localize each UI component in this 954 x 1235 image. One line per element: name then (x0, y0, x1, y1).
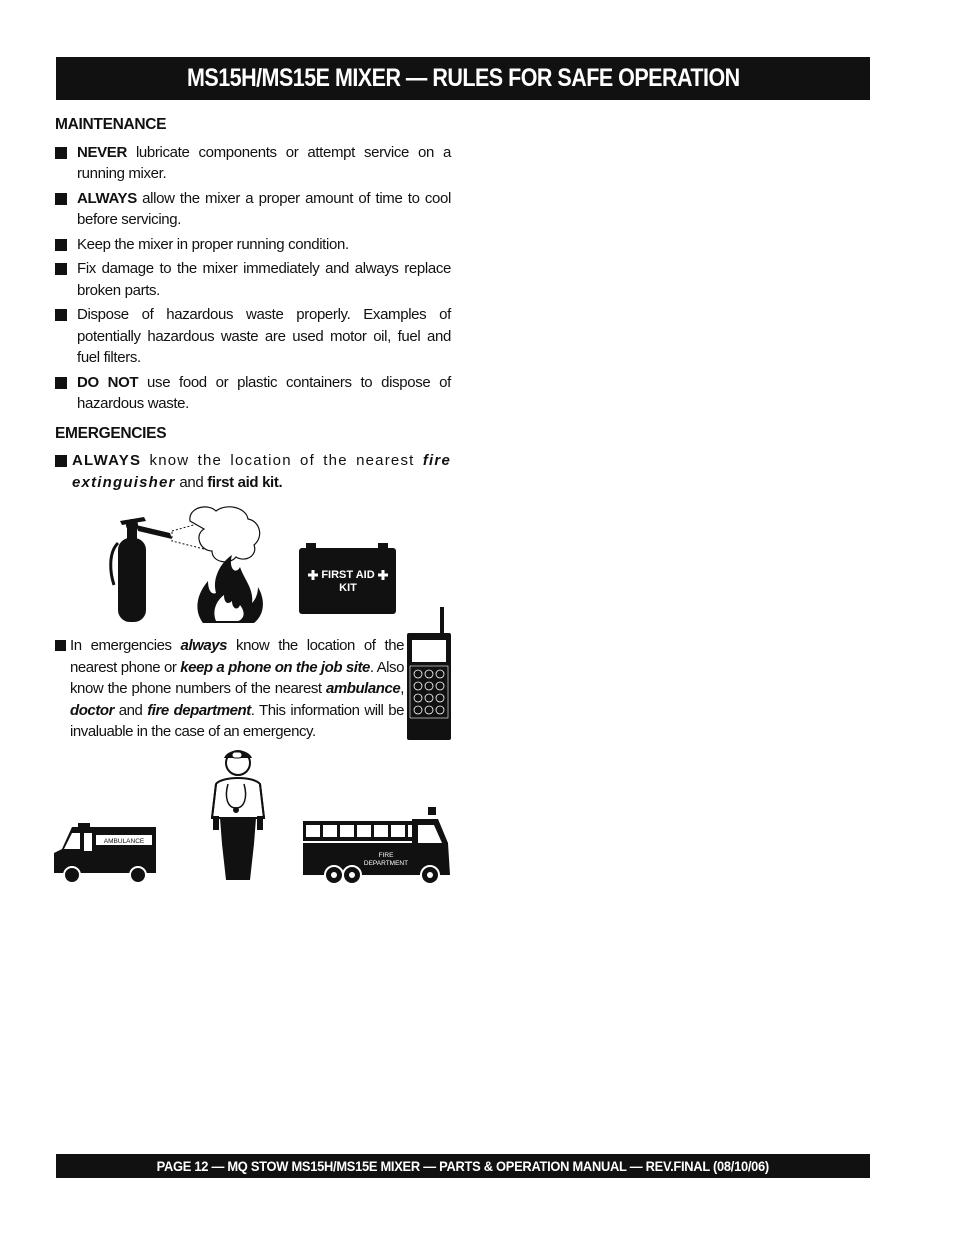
list-item: NEVER lubricate components or attempt service on a running mixer. (55, 142, 451, 185)
list-item: Dispose of hazardous waste properly. Examples of potentially hazardous waste are used motor oil, fuel and fuel filters. (55, 304, 451, 369)
maintenance-list (55, 142, 451, 415)
bullet-square-icon (55, 193, 67, 205)
bullet-square-icon (55, 455, 67, 467)
list-item: ALWAYS know the location of the nearest fire extinguisher and first aid kit. (55, 450, 451, 493)
fire-truck-icon (302, 807, 452, 887)
emergencies-heading: EMERGENCIES (55, 424, 167, 442)
list-item: Keep the mixer in proper running condition. (55, 234, 451, 256)
list-item: ALWAYS allow the mixer a proper amount of time to cool before servicing. (55, 188, 451, 231)
bullet-square-icon (55, 309, 67, 321)
ambulance-label: AMBULANCE (103, 838, 145, 845)
first-aid-label-2: KIT (339, 582, 357, 594)
main-content (55, 114, 451, 496)
bullet-square-icon (55, 640, 66, 651)
bullet-square-icon (55, 377, 67, 389)
page-footer (56, 1154, 870, 1178)
phone-paragraph: In emergencies always know the location of the nearest phone or keep a phone on the job site. Also know the phone numbers of the nearest ambulance, doctor and fire department. This information will be invaluable in the case of an emergency. (55, 635, 404, 743)
bullet-square-icon (55, 263, 67, 275)
list-item: Fix damage to the mixer immediately and always replace broken parts. (55, 258, 451, 301)
first-aid-label-1: FIRST AID (321, 569, 375, 581)
cell-phone-icon (406, 607, 452, 741)
first-aid-kit-icon (298, 543, 397, 615)
ambulance-icon (52, 823, 158, 885)
bullet-square-icon (55, 147, 67, 159)
fire-label-1: FIRE (378, 852, 394, 859)
list-item: DO NOT use food or plastic containers to dispose of hazardous waste. (55, 372, 451, 415)
footer-text: PAGE 12 — MQ STOW MS15H/MS15E MIXER — PARTS & OPERATION MANUAL — REV.FINAL (08/10/06) (156, 1158, 770, 1174)
fire-label-2: DEPARTMENT (363, 860, 409, 867)
emergencies-list (55, 450, 451, 493)
page-title: MS15H/MS15E MIXER — RULES FOR SAFE OPERATION (186, 64, 740, 92)
fire-extinguisher-icon (108, 503, 268, 625)
page-header (56, 57, 870, 100)
bullet-square-icon (55, 239, 67, 251)
maintenance-heading: MAINTENANCE (55, 116, 167, 133)
doctor-icon (210, 748, 266, 882)
